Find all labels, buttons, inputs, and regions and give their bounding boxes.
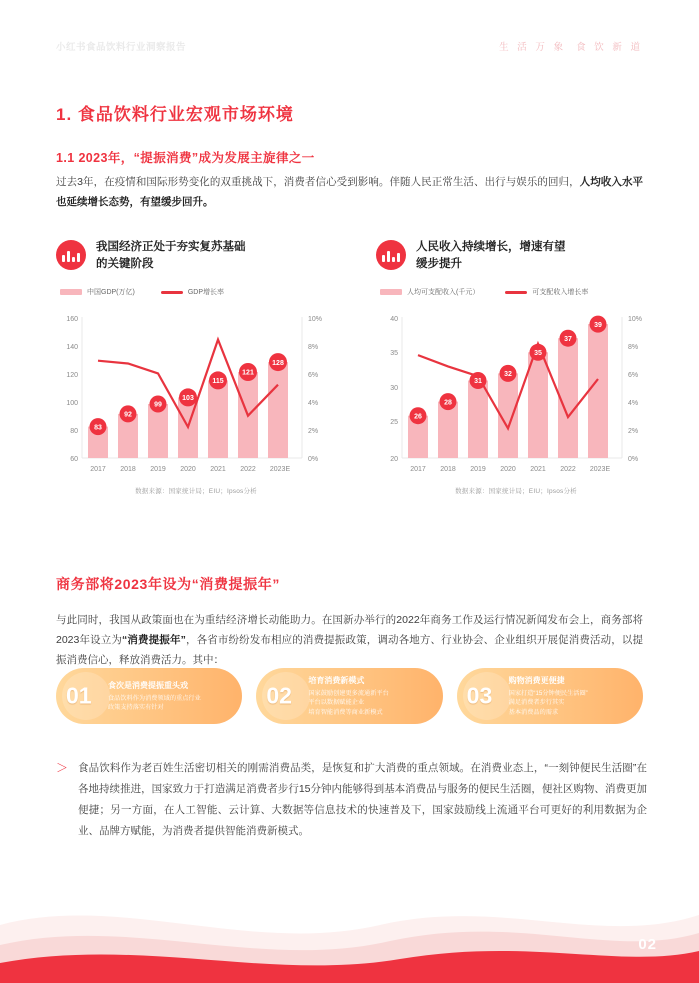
- chart-gdp-legend: [56, 287, 336, 297]
- svg-text:8%: 8%: [308, 344, 319, 351]
- legend-label-gdp-line: GDP增长率: [187, 289, 225, 296]
- svg-text:40: 40: [390, 316, 398, 323]
- svg-text:103: 103: [182, 395, 194, 403]
- chart-income-xaxis: [410, 466, 610, 473]
- header-tagline-1: 生 活 万 象: [499, 42, 567, 53]
- chart-gdp-bars: [88, 359, 288, 458]
- svg-text:140: 140: [66, 344, 78, 351]
- policy-heading: 商务部将2023年设为“消费提振年”: [56, 576, 280, 592]
- svg-text:32: 32: [504, 371, 512, 379]
- svg-text:2018: 2018: [120, 466, 136, 473]
- svg-text:120: 120: [66, 372, 78, 379]
- chart-card-income-title: 人民收入持续增长，增速有望 缓步提升: [416, 241, 566, 270]
- svg-text:99: 99: [154, 401, 162, 409]
- svg-text:6%: 6%: [628, 372, 639, 379]
- pill-number-01: 01: [66, 682, 92, 709]
- footer-wave: [0, 863, 699, 983]
- legend-label-income-bar: 人均可支配收入(千元）: [407, 289, 480, 296]
- svg-text:26: 26: [414, 413, 422, 421]
- svg-text:2022: 2022: [560, 466, 576, 473]
- svg-text:30: 30: [390, 385, 398, 392]
- svg-text:2018: 2018: [440, 466, 456, 473]
- pill-number-02: 02: [266, 682, 292, 709]
- svg-text:35: 35: [390, 350, 398, 357]
- pill-title-01: 食次是消费提振重头戏: [108, 680, 188, 690]
- svg-text:39: 39: [594, 321, 602, 329]
- svg-text:31: 31: [474, 378, 482, 386]
- report-title: 小红书食品饮料行业洞察报告: [56, 42, 187, 53]
- legend-swatch-line: [505, 291, 527, 294]
- svg-text:128: 128: [272, 359, 284, 367]
- pill-desc-01: 食品饮料作为消费领域的重点行业 政策支持落实有针对: [108, 694, 201, 711]
- svg-text:115: 115: [212, 378, 224, 386]
- pill-desc-03: 国家打造“15分钟便民生活圈” 满足消费者步行其实 基本消费品的需求: [508, 689, 588, 716]
- legend-swatch-line: [161, 291, 183, 294]
- svg-text:2%: 2%: [308, 428, 319, 435]
- svg-text:80: 80: [70, 428, 78, 435]
- svg-text:83: 83: [94, 424, 102, 432]
- bullet-block: [56, 758, 647, 842]
- legend-item-income-bar: [380, 287, 479, 297]
- section-title: 1. 食品饮料行业宏观市场环境: [56, 105, 294, 124]
- svg-text:60: 60: [70, 456, 78, 463]
- chart-card-gdp: [56, 238, 336, 495]
- legend-label-gdp-bar: 中国GDP(万亿): [87, 289, 135, 296]
- pill-title-02: 培育消费新模式: [308, 675, 365, 685]
- bar-chart-icon: [56, 240, 86, 270]
- chart-gdp-plot: [56, 305, 336, 480]
- bullet-marker-icon: ＞: [56, 761, 69, 775]
- header-tagline-2: 食 饮 新 道: [576, 42, 643, 53]
- chart-card-gdp-title: 我国经济正处于夯实复苏基础 的关键阶段: [96, 241, 246, 270]
- chart-income-plot: [376, 305, 656, 480]
- legend-label-income-line: 可支配收入增长率: [532, 289, 589, 296]
- legend-swatch-bar: [60, 289, 82, 295]
- svg-text:2021: 2021: [530, 466, 546, 473]
- svg-text:2023E: 2023E: [589, 466, 611, 473]
- chart-income-source: 数据来源：国家统计局；EIU；Ipsos分析: [455, 488, 577, 495]
- svg-text:0%: 0%: [628, 456, 639, 463]
- svg-text:2021: 2021: [210, 466, 226, 473]
- svg-text:28: 28: [444, 399, 452, 407]
- svg-text:92: 92: [124, 411, 132, 419]
- section-subtitle: 1.1 2023年，“提振消费”成为发展主旋律之一: [56, 151, 315, 165]
- policy-pill-03: [457, 668, 643, 724]
- svg-text:2020: 2020: [180, 466, 196, 473]
- svg-text:2022: 2022: [240, 466, 256, 473]
- legend-item-gdp-bar: [60, 287, 135, 297]
- header-tagline: [499, 39, 643, 53]
- charts-row: [56, 238, 643, 495]
- svg-text:2%: 2%: [628, 428, 639, 435]
- legend-item-gdp-line: [161, 287, 224, 297]
- svg-text:2023E: 2023E: [269, 466, 291, 473]
- chart-card-income-head: [376, 238, 656, 273]
- legend-item-income-line: [505, 287, 588, 297]
- policy-pills: [56, 668, 643, 724]
- policy-paragraph: 与此同时，我国从政策面也在为重结经济增长动能助力。在国新办举行的2022年商务工作及运行情况新闻发布会上，商务部将2023年设立为“消费提振年”，各省市纷纷发布相应的消费提振政策，调动各地方、行业协会、企业组织开展促消费活动，以提振消费信心，释放消费活力。其中：: [56, 614, 644, 666]
- svg-text:10%: 10%: [628, 316, 643, 323]
- svg-text:20: 20: [390, 456, 398, 463]
- policy-pill-02: [256, 668, 442, 724]
- svg-text:2020: 2020: [500, 466, 516, 473]
- intro-paragraph: 过去3年，在疫情和国际形势变化的双重挑战下，消费者信心受到影响。伴随人民正常生活、出行与娱乐的回归，人均收入水平也延续增长态势，有望缓步回升。: [56, 176, 644, 208]
- legend-swatch-bar: [380, 289, 402, 295]
- svg-text:37: 37: [564, 335, 572, 343]
- svg-text:4%: 4%: [628, 400, 639, 407]
- svg-text:100: 100: [66, 400, 78, 407]
- chart-card-income: [376, 238, 656, 495]
- svg-text:121: 121: [242, 369, 254, 377]
- chart-income-bars: [408, 321, 608, 458]
- svg-text:2019: 2019: [470, 466, 486, 473]
- pill-number-03: 03: [466, 682, 493, 709]
- chart-gdp-yaxis-right: [308, 316, 322, 463]
- pill-title-03: 购物消费更便捷: [508, 675, 565, 685]
- bar-chart-icon: [376, 240, 406, 270]
- policy-pill-01: [56, 668, 242, 724]
- pill-desc-02: 国家鼓励创建更多流通新平台 平台以数据赋能企业 培育智能消费等商业新模式: [308, 689, 389, 716]
- page-header: [0, 36, 699, 56]
- svg-text:8%: 8%: [628, 344, 639, 351]
- chart-card-gdp-head: [56, 238, 336, 273]
- svg-text:4%: 4%: [308, 400, 319, 407]
- chart-gdp-yaxis-left: [66, 316, 78, 463]
- svg-text:2019: 2019: [150, 466, 166, 473]
- svg-text:0%: 0%: [308, 456, 319, 463]
- chart-gdp-xaxis: [90, 466, 290, 473]
- chart-income-yaxis-right: [628, 316, 642, 463]
- chart-gdp-source: 数据来源：国家统计局；EIU；Ipsos分析: [135, 488, 257, 495]
- page-number: 02: [638, 936, 657, 953]
- chart-income-legend: [376, 287, 656, 297]
- svg-text:25: 25: [390, 419, 398, 426]
- svg-text:2017: 2017: [410, 466, 426, 473]
- chart-income-yaxis-left: [390, 316, 398, 463]
- svg-text:160: 160: [66, 316, 78, 323]
- svg-text:10%: 10%: [308, 316, 323, 323]
- svg-text:2017: 2017: [90, 466, 106, 473]
- svg-text:35: 35: [534, 350, 542, 357]
- svg-text:6%: 6%: [308, 372, 319, 379]
- bullet-paragraph: 食品饮料作为老百姓生活密切相关的刚需消费品类，是恢复和扩大消费的重点领域。在消费业态上，“一刻钟便民生活圈”在各地持续推进，国家致力于打造满足消费者步行15分钟内能够得到基本消费品与服务的便民生活圈，便社区购物、消费更加便捷；另一方面，在人工智能、云计算、大数据等信息技术的快速普及下，国家鼓励线上流通平台可更好的利用数据为企业、品牌方赋能，为消费者提供智能消费新模式。: [78, 762, 647, 837]
